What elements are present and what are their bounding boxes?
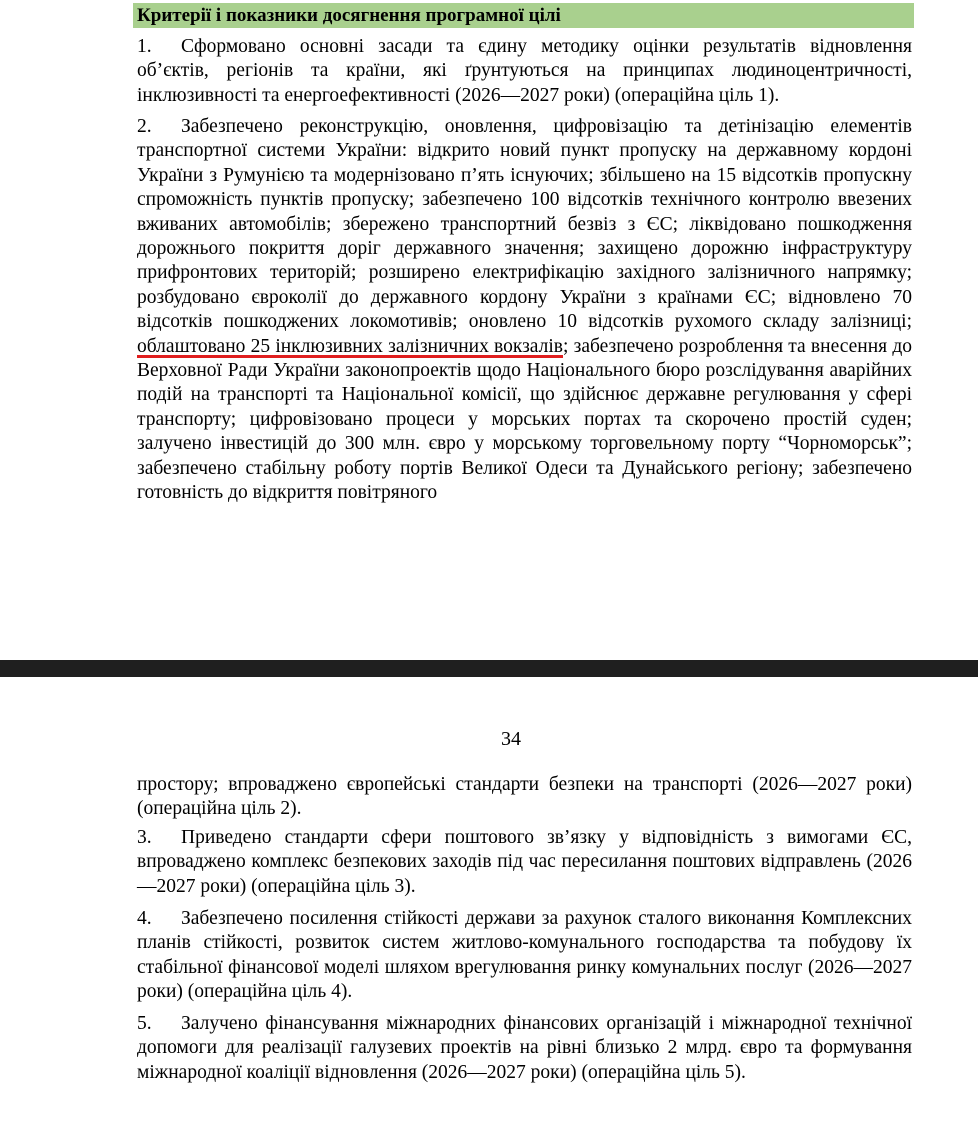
item-number: 1. <box>137 36 152 57</box>
criterion-2 <box>137 115 912 506</box>
criterion-3 <box>137 826 912 899</box>
page-number: 34 <box>501 728 521 750</box>
item-text: Сформовано основні засади та єдину методику оцінки результатів відновлення об’єктів, регіонів та країни, які ґрунтуються на принципах людиноцентричності, інклюзивності та енергоефективності (2026—2027 роки) (операційна ціль 1). <box>137 36 912 106</box>
highlighted-phrase: облаштовано 25 інклюзивних залізничних вокзалів <box>137 335 563 357</box>
section-heading: Критерії і показники досягнення програмної цілі <box>133 3 914 28</box>
item-number: 3. <box>137 827 152 848</box>
criterion-5 <box>137 1012 912 1085</box>
item-text: Забезпечено посилення стійкості держави за рахунок сталого виконання Комплексних планів стійкості, розвиток систем житлово-комунального господарства та побудову їх стабільної фінансової моделі шляхом врегулювання ринку комунальних послуг (2026—2027 роки) (операційна ціль 4). <box>137 908 912 1003</box>
item-text: Залучено фінансування міжнародних фінансових організацій і міжнародної технічної допомоги для реалізації галузевих проектів на рівні близько 2 млрд. євро та формування міжнародної коаліції відновлення (2026—2027 роки) (операційна ціль 5). <box>137 1013 912 1083</box>
criterion-4 <box>137 907 912 1005</box>
item-text: Приведено стандарти сфери поштового зв’язку у відповідність з вимогами ЄС, впроваджено комплекс безпекових заходів під час пересилання поштових відправлень (2026—2027 роки) (операційна ціль 3). <box>137 827 912 897</box>
item-number: 4. <box>137 908 152 929</box>
criterion-2-continuation: простору; впроваджено європейські стандарти безпеки на транспорті (2026—2027 роки) (операційна ціль 2). <box>137 774 912 820</box>
item-text-after: ; забезпечено розроблення та внесення до Верховної Ради України законопроектів щодо Національного бюро розслідування аварійних подій на транспорті та Національної комісії, що здійснює державне регулювання у сфері транспорту; цифровізовано процеси у морських портах та скорочено простій суден; залучено інвестицій до 300 млн. євро у морському торговельному порту “Чорноморськ”; забезпечено стабільну роботу портів Великої Одеси та Дунайського регіону; забезпечено готовність до відкриття повітряного <box>137 335 912 504</box>
item-text-before: Забезпечено реконструкцію, оновлення, цифровізацію та детінізацію елементів транспортної системи України: відкрито новий пункт пропуску на державному кордоні України з Румунією та модернізовано п’ять існуючих; збільшено на 15 відсотків пропускну спроможність пунктів пропуску; забезпечено 100 відсотків технічного контролю ввезених вживаних автомобілів; збережено транспортний безвіз з ЄС; ліквідовано пошкодження дорожнього покриття доріг державного значення; захищено дорожню інфраструктуру прифронтових територій; розширено електрифікацію західного залізничного напрямку; розбудовано євроколії до державного кордону України з країнами ЄС; відновлено 70 відсотків пошкоджених локомотивів; оновлено 10 відсотків рухомого складу залізниці; <box>137 116 912 333</box>
criterion-1 <box>137 35 912 108</box>
item-number: 2. <box>137 116 152 137</box>
item-number: 5. <box>137 1013 152 1034</box>
page-separator <box>0 660 978 677</box>
